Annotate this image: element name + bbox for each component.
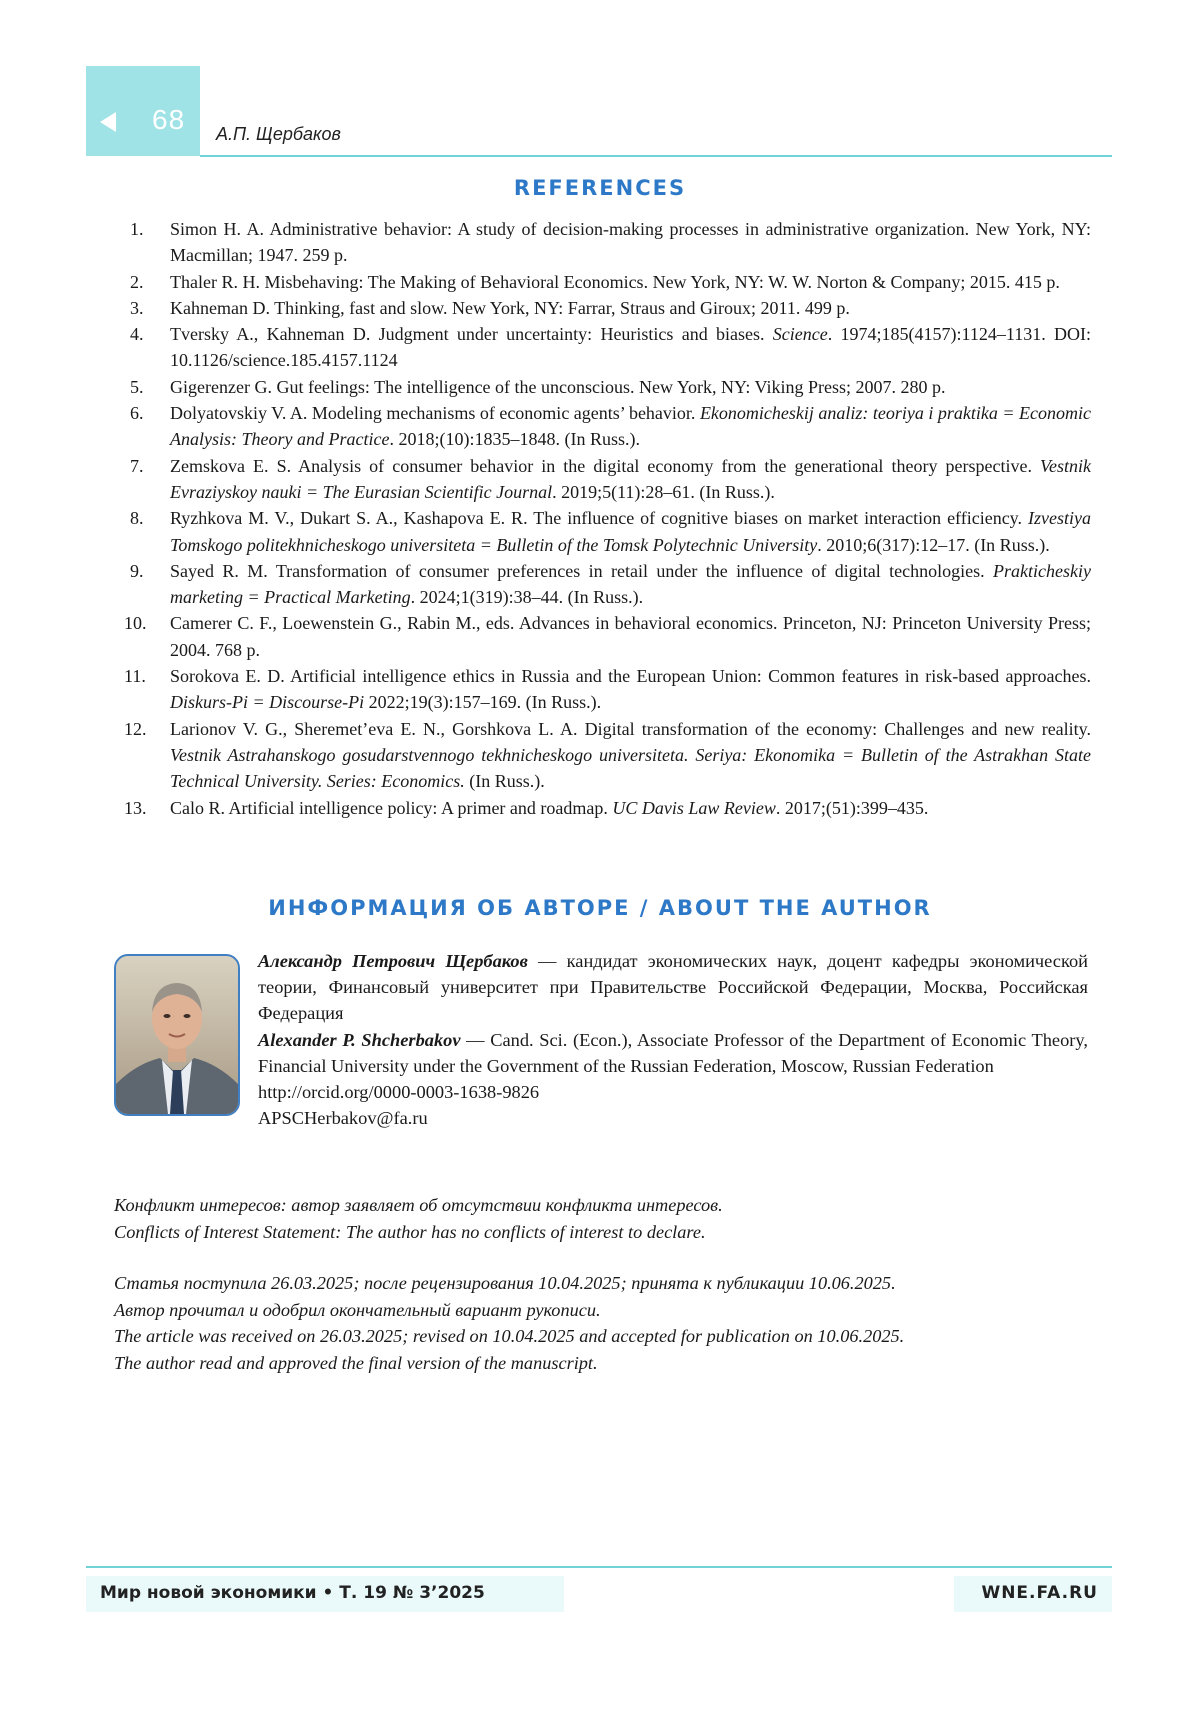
orcid-link[interactable]: http://orcid.org/0000-0003-1638-9826 [258,1079,1088,1105]
reference-number: 13. [116,795,170,821]
reference-item [116,453,1091,506]
reference-item [116,505,1091,558]
reference-source: Prakticheskiy marketing = Practical Marketing [170,561,1091,607]
history-ru-dates: Статья поступила 26.03.2025; после рецензирования 10.04.2025; принята к публикации 10.06.2025. [114,1270,1094,1297]
reference-body: Gigerenzer G. Gut feelings: The intelligence of the unconscious. New York, NY: Viking Press; 2007. 280 p. [170,377,945,397]
reference-details: (In Russ.). [465,771,545,791]
reference-number: 2. [116,269,170,295]
reference-details: 2022;19(3):157–169. (In Russ.). [364,692,601,712]
reference-source: Vestnik Evraziyskoy nauki = The Eurasian Scientific Journal [170,456,1091,502]
journal-website-link[interactable]: WNE.FA.RU [981,1583,1098,1603]
reference-text [170,453,1091,506]
reference-body: Sayed R. M. Transformation of consumer preferences in retail under the influence of digital technologies. [170,561,993,581]
reference-number: 12. [116,716,170,795]
author-desc-en: — Cand. Sci. (Econ.), Associate Professor of the Department of Economic Theory, Financial University under the Government of the Russian Federation, Moscow, Russian Federation [258,1030,1088,1076]
reference-number: 8. [116,505,170,558]
history-en-dates: The article was received on 26.03.2025; revised on 10.04.2025 and accepted for publication on 10.06.2025. [114,1323,1094,1350]
footer-journal-block [86,1576,564,1612]
reference-text [170,269,1091,295]
reference-text [170,295,1091,321]
reference-details: . 2018;(10):1835–1848. (In Russ.). [389,429,640,449]
reference-source: Ekonomicheskij analiz: teoriya i praktika = Economic Analysis: Theory and Practice [170,403,1091,449]
reference-body: Zemskova E. S. Analysis of consumer behavior in the digital economy from the generational theory perspective. [170,456,1040,476]
previous-page-arrow-icon[interactable] [100,112,116,132]
reference-number: 11. [116,663,170,716]
reference-item [116,321,1091,374]
author-name-ru: Александр Петрович Щербаков [258,951,528,971]
reference-details: . 2017;(51):399–435. [776,798,929,818]
history-ru-approval: Автор прочитал и одобрил окончательный вариант рукописи. [114,1297,1094,1324]
reference-item [116,610,1091,663]
reference-body: Sorokova E. D. Artificial intelligence ethics in Russia and the European Union: Common features in risk-based approaches. [170,666,1091,686]
reference-text [170,321,1091,374]
reference-text [170,558,1091,611]
reference-source: UC Davis Law Review [612,798,776,818]
author-info [258,948,1088,1131]
reference-text [170,374,1091,400]
reference-item [116,374,1091,400]
reference-number: 4. [116,321,170,374]
reference-item [116,558,1091,611]
reference-text [170,400,1091,453]
reference-source: Science [773,324,828,344]
reference-text [170,663,1091,716]
running-author: А.П. Щербаков [216,124,341,145]
journal-issue: Мир новой экономики • Т. 19 № 3’2025 [100,1583,485,1603]
references-title: REFERENCES [0,176,1200,200]
reference-number: 1. [116,216,170,269]
reference-item [116,216,1091,269]
reference-text [170,505,1091,558]
reference-item [116,295,1091,321]
reference-item [116,269,1091,295]
footer-divider [86,1566,1112,1568]
header-divider [200,155,1112,157]
reference-details: . 2019;5(11):28–61. (In Russ.). [552,482,775,502]
reference-body: Ryzhkova M. V., Dukart S. A., Kashapova E. R. The influence of cognitive biases on market interaction efficiency. [170,508,1028,528]
history-en-approval: The author read and approved the final version of the manuscript. [114,1350,1094,1377]
reference-details: . 2010;6(317):12–17. (In Russ.). [817,535,1050,555]
reference-source: Vestnik Astrahanskogo gosudarstvennogo tekhnicheskogo universiteta. Seriya: Ekonomika = Bulletin of the Astrakhan State Technical University. Series: Economics. [170,745,1091,791]
reference-body: Calo R. Artificial intelligence policy: A primer and roadmap. [170,798,612,818]
reference-number: 9. [116,558,170,611]
reference-text [170,716,1091,795]
reference-source: Diskurs-Pi = Discourse-Pi [170,692,364,712]
reference-details: . 1974;185(4157):1124–1131. DOI: 10.1126/science.185.4157.1124 [170,324,1091,370]
reference-body: Camerer C. F., Loewenstein G., Rabin M., eds. Advances in behavioral economics. Princeton, NJ: Princeton University Press; 2004. 768 p. [170,613,1091,659]
reference-list [116,216,1091,821]
reference-body: Thaler R. H. Misbehaving: The Making of Behavioral Economics. New York, NY: W. W. Norton & Company; 2015. 415 p. [170,272,1060,292]
reference-item [116,795,1091,821]
reference-number: 3. [116,295,170,321]
footer-site-block [954,1576,1112,1612]
reference-body: Dolyatovskiy V. A. Modeling mechanisms of economic agents’ behavior. [170,403,700,423]
reference-text [170,610,1091,663]
page-number: 68 [152,104,185,136]
email-link[interactable]: APSCHerbakov@fa.ru [258,1105,1088,1131]
article-history [114,1270,1094,1376]
author-bio-en [258,1027,1088,1079]
author-bio-ru [258,948,1088,1027]
author-desc-ru: — кандидат экономических наук, доцент кафедры экономической теории, Финансовый университет при Правительстве Российской Федерации, Москва, Российская Федерация [258,951,1088,1023]
reference-item [116,716,1091,795]
reference-number: 5. [116,374,170,400]
author-section-title: ИНФОРМАЦИЯ ОБ АВТОРЕ / ABOUT THE AUTHOR [0,896,1200,920]
author-name-en: Alexander P. Shcherbakov [258,1030,461,1050]
reference-number: 7. [116,453,170,506]
reference-body: Tversky A., Kahneman D. Judgment under uncertainty: Heuristics and biases. [170,324,773,344]
reference-source: Izvestiya Tomskogo politekhnicheskogo universiteta = Bulletin of the Tomsk Polytechnic University [170,508,1091,554]
author-photo [114,954,240,1116]
reference-body: Kahneman D. Thinking, fast and slow. New York, NY: Farrar, Straus and Giroux; 2011. 499 p. [170,298,850,318]
conflicts-en: Conflicts of Interest Statement: The author has no conflicts of interest to declare. [114,1219,1094,1246]
reference-number: 10. [116,610,170,663]
conflicts-statement [114,1192,1094,1245]
reference-body: Larionov V. G., Sheremet’eva E. N., Gorshkova L. A. Digital transformation of the economy: Challenges and new reality. [170,719,1091,739]
conflicts-ru: Конфликт интересов: автор заявляет об отсутствии конфликта интересов. [114,1192,1094,1219]
reference-text [170,216,1091,269]
reference-item [116,400,1091,453]
reference-item [116,663,1091,716]
reference-body: Simon H. A. Administrative behavior: A study of decision-making processes in administrative organization. New York, NY: Macmillan; 1947. 259 p. [170,219,1091,265]
reference-text [170,795,1091,821]
reference-details: . 2024;1(319):38–44. (In Russ.). [411,587,644,607]
reference-number: 6. [116,400,170,453]
